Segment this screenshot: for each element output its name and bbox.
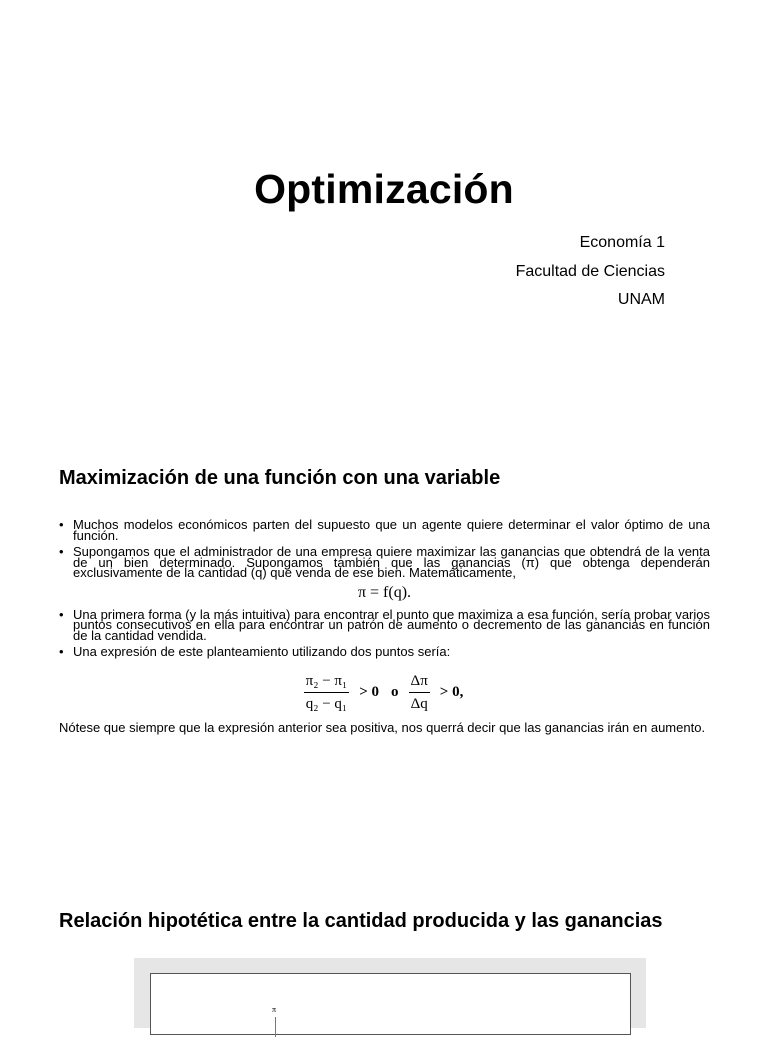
figure-plot-area [150,973,631,1035]
subtitle-block [516,229,665,315]
note-paragraph: Nótese que siempre que la expresión anterior sea positiva, nos querrá decir que las ganancias irán en aumento. [59,719,706,735]
fraction-numerator: Δπ [409,672,430,693]
bullet-dot-icon: • [59,644,64,660]
bullet-text: Una expresión de este planteamiento utilizando dos puntos sería: [73,644,451,660]
formula-difference-quotient [59,672,710,713]
fraction-numerator: π₂ − π₁ [304,672,350,693]
fraction-denominator: q₂ − q₁ [305,695,348,712]
bullet-item [59,606,710,643]
y-axis-label: π [272,1005,277,1014]
bullet-dot-icon: • [59,544,64,560]
bullet-text: Supongamos que el administrador de una empresa quiere maximizar las ganancias que obtendrá de la venta de un bien determinado. Supongamos también que las ganancias (π) que obtenga dependerán exclusivamente de la cantidad (q) que venda de ese bien. Matemáticamente, [73,544,710,581]
figure-frame [134,958,646,1028]
greater-than-zero: > 0 [359,684,380,701]
bullet-item [59,644,710,660]
formula-profit-function: π = f(q). [357,583,412,601]
y-axis-line [275,1017,276,1037]
or-word: o [391,684,399,701]
page-title: Optimización [254,166,514,212]
bullet-dot-icon: • [59,606,64,622]
bullet-dot-icon: • [59,517,64,532]
section-content [59,517,710,735]
subtitle-course: Economía 1 [579,234,665,251]
bullet-item [59,544,710,581]
title-slide [0,0,768,440]
bullet-text: Una primera forma (y la más intuitiva) para encontrar el punto que maximiza a esa función, sería probar varios puntos consecutivos en ella para encontrar un patrón de aumento o decremento de las ganancias en función de la cantidad vendida. [73,606,710,643]
fraction [409,672,430,713]
fraction [304,672,350,713]
subtitle-faculty: Facultad de Ciencias [515,262,665,280]
subtitle-university: UNAM [617,291,665,308]
fraction-denominator: Δq [410,695,428,712]
section-title: Maximización de una función con una variable [59,467,501,489]
bullet-item [59,517,710,543]
greater-than-zero: > 0, [439,684,464,701]
bullet-text: Muchos modelos económicos parten del supuesto que un agente quiere determinar el valor óptimo de una función. [73,517,710,543]
section-title: Relación hipotética entre la cantidad producida y las ganancias [59,910,663,932]
